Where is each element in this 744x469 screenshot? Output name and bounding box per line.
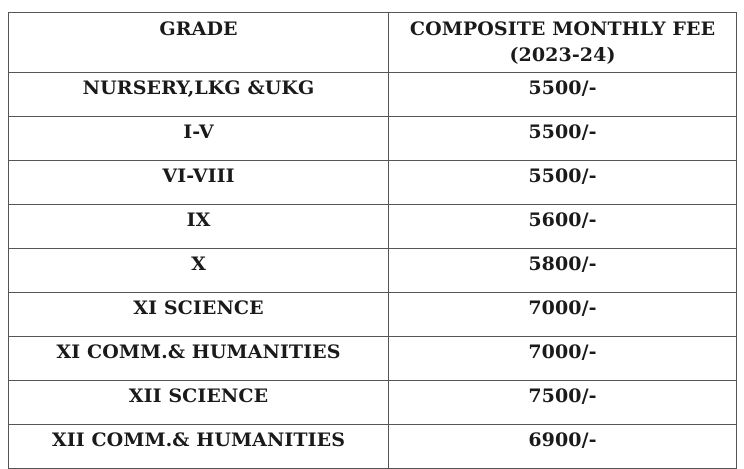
fee-cell: 5500/- [389, 161, 737, 205]
grade-cell: VI-VIII [9, 161, 389, 205]
table-row [9, 73, 737, 117]
table-row [9, 337, 737, 381]
fee-table [8, 12, 737, 469]
fee-cell: 7000/- [389, 293, 737, 337]
fee-header-title: COMPOSITE MONTHLY FEE [409, 18, 716, 40]
table-row [9, 381, 737, 425]
grade-column-header: GRADE [9, 13, 389, 73]
grade-cell: X [9, 249, 389, 293]
table-row [9, 117, 737, 161]
grade-cell: XII SCIENCE [9, 381, 389, 425]
grade-cell: XII COMM.& HUMANITIES [9, 425, 389, 469]
grade-cell: IX [9, 205, 389, 249]
grade-cell: XI SCIENCE [9, 293, 389, 337]
table-row [9, 205, 737, 249]
fee-column-header [389, 13, 737, 73]
table-row [9, 249, 737, 293]
fee-header-year: (2023-24) [509, 44, 616, 66]
grade-cell: NURSERY,LKG &UKG [9, 73, 389, 117]
fee-cell: 7000/- [389, 337, 737, 381]
fee-cell: 5800/- [389, 249, 737, 293]
table-row [9, 161, 737, 205]
fee-cell: 6900/- [389, 425, 737, 469]
grade-cell: XI COMM.& HUMANITIES [9, 337, 389, 381]
fee-cell: 5500/- [389, 73, 737, 117]
header-row [9, 13, 737, 73]
fee-cell: 7500/- [389, 381, 737, 425]
table-row [9, 293, 737, 337]
fee-cell: 5600/- [389, 205, 737, 249]
grade-cell: I-V [9, 117, 389, 161]
table-row [9, 425, 737, 469]
fee-cell: 5500/- [389, 117, 737, 161]
